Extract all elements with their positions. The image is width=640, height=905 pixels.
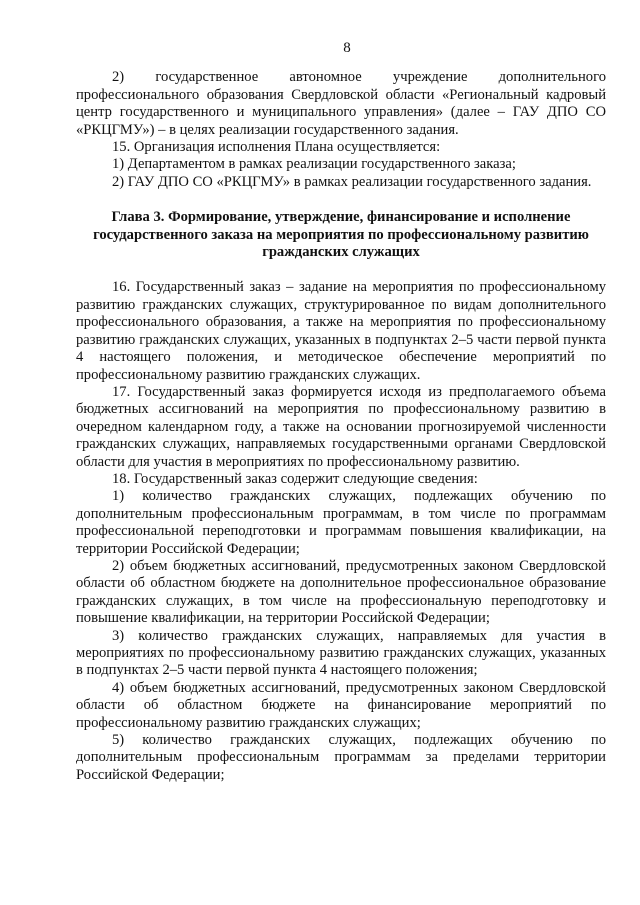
paragraph-15: 15. Организация исполнения Плана осуществляется: [112,139,441,156]
page-number: 8 [343,40,351,56]
paragraph-item-2-gau: 2) государственное автономное учреждение дополнительного профессионального образования Свердловской области «Региональный кадровый центр государственного и муниципального управления» (далее – ГАУ ДПО СО «РКЦГМУ») – в целях реализации государственного задания. [76,69,606,138]
paragraph-15-item-2: 2) ГАУ ДПО СО «РКЦГМУ» в рамках реализации государственного задания. [112,173,592,190]
paragraph-18: 18. Государственный заказ содержит следующие сведения: [112,470,478,487]
document-page [76,40,606,784]
paragraph-18-item-3: 3) количество гражданских служащих, направляемых для участия в мероприятиях по профессиональному развитию гражданских служащих, указанных в подпунктах 2–5 части первой пункта 4 настоящего положения; [76,627,606,679]
paragraph-17: 17. Государственный заказ формируется исходя из предполагаемого объема бюджетных ассигнований на мероприятия по профессиональному развитию в очередном календарном году, а также на основании прогнозируемой численности гражданских служащих, направляемых государственными органами Свердловской области для участия в мероприятиях по профессиональному развитию. [76,383,606,470]
paragraph-16: 16. Государственный заказ – задание на мероприятия по профессиональному развитию гражданских служащих, структурированное по видам дополнительного профессионального образования, а также на мероприятия по профессиональному развитию гражданских служащих, указанных в подпунктах 2–5 части первой пункта 4 настоящего положения, и методическое обеспечение мероприятий по профессиональному развитию гражданских служащих. [76,279,606,383]
chapter-heading: Глава 3. Формирование, утверждение, финансирование и исполнение государственного заказа на мероприятия по профессиональному развитию гражданских служащих [93,209,589,261]
paragraph-18-item-5: 5) количество гражданских служащих, подлежащих обучению по дополнительным профессиональным программам за пределами территории Российской Федерации; [76,732,606,783]
paragraph-18-item-1: 1) количество гражданских служащих, подлежащих обучению по дополнительным профессиональным программам, в том числе по программам профессиональной переподготовки и программам повышения квалификации, на территории Российской Федерации; [76,488,606,557]
paragraph-18-item-2: 2) объем бюджетных ассигнований, предусмотренных законом Свердловской области об областном бюджете на дополнительное профессиональное образование гражданских служащих, в том числе на профессиональную переподготовку и повышение квалификации, на территории Российской Федерации; [76,557,606,627]
paragraph-15-item-1: 1) Департаментом в рамках реализации государственного заказа; [112,156,516,173]
paragraph-18-item-4: 4) объем бюджетных ассигнований, предусмотренных законом Свердловской области об областном бюджете на финансирование мероприятий по профессиональному развитию гражданских служащих; [76,679,606,731]
